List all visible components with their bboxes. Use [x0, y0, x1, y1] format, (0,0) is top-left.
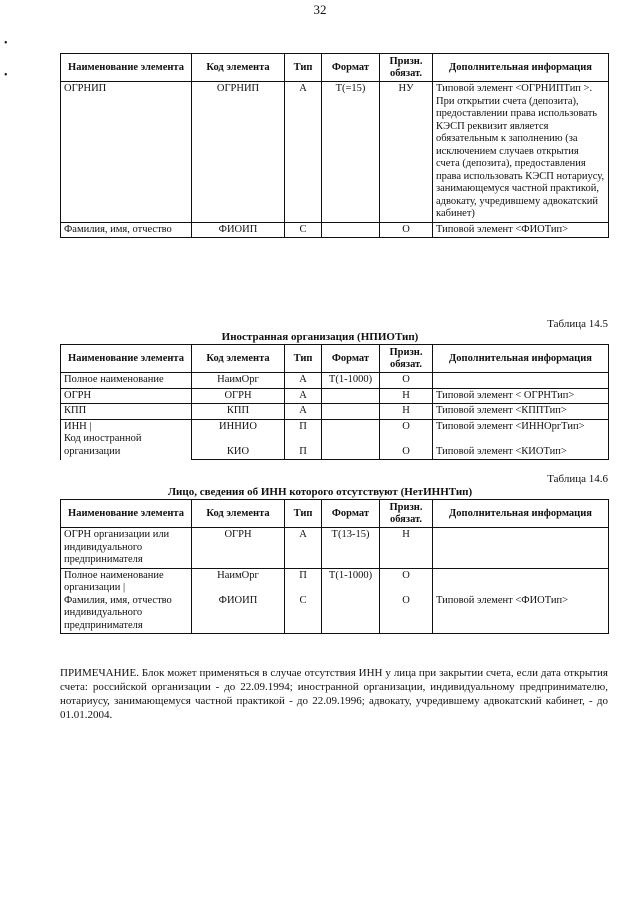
table-14-5 [60, 344, 609, 460]
cell-info-inn: Типовой элемент <ИННОргТип> [436, 420, 585, 432]
header-name: Наименование элемента [61, 500, 192, 528]
table-row [61, 388, 609, 404]
cell-format [322, 404, 380, 420]
cell-name: ОГРН [61, 388, 192, 404]
cell-type-fio: С [299, 594, 307, 606]
cell-format [322, 419, 380, 460]
table-14-6-label: Таблица 14.6 [547, 473, 608, 485]
table-14-6-title: Лицо, сведения об ИНН которого отсутствуют (НетИННТип) [167, 486, 473, 498]
cell-name-org: Полное наименование организации | [64, 569, 164, 593]
header-code: Код элемента [192, 500, 285, 528]
table-row [61, 528, 609, 569]
cell-code: ОГРНИП [192, 82, 285, 223]
cell-name-fio: Фамилия, имя, отчество индивидуального предпринимателя [64, 594, 172, 631]
cell-name: ОГРН организации или индивидуального предпринимателя [61, 528, 192, 569]
cell-type-org: П [299, 569, 307, 581]
cell-type: С [285, 222, 322, 238]
header-code: Код элемента [192, 345, 285, 373]
cell-name: Полное наименование [61, 373, 192, 389]
header-info: Дополнительная информация [433, 54, 609, 82]
cell-info-kio: Типовой элемент <КИОТип> [436, 445, 567, 457]
cell-info-org [436, 570, 605, 595]
cell-required: О [380, 222, 433, 238]
table-row [61, 404, 609, 420]
cell-info: Типовой элемент <КППТип> [433, 404, 609, 420]
cell-type: А [285, 373, 322, 389]
header-format: Формат [322, 500, 380, 528]
header-type: Тип [285, 54, 322, 82]
cell-name-inn: ИНН | [64, 420, 92, 432]
header-name: Наименование элемента [61, 345, 192, 373]
header-name: Наименование элемента [61, 54, 192, 82]
cell-code: КПП [192, 404, 285, 420]
table-header-row [61, 345, 609, 373]
cell-name: Фамилия, имя, отчество [61, 222, 192, 238]
cell-type-inn: П [299, 420, 307, 432]
cell-code: ФИОИП [192, 222, 285, 238]
table-row [61, 82, 609, 223]
page-number: 32 [313, 2, 327, 17]
header-type: Тип [285, 500, 322, 528]
cell-type: А [285, 528, 322, 569]
cell-format: Т(13-15) [322, 528, 380, 569]
cell-info [433, 528, 609, 569]
table-row [61, 568, 609, 634]
cell-code [192, 568, 285, 634]
table-14-5-title: Иностранная организация (НПИОТип) [221, 331, 419, 343]
header-info: Дополнительная информация [433, 500, 609, 528]
note-paragraph: ПРИМЕЧАНИЕ. Блок может применяться в случае отсутствия ИНН у лица при закрытии счета, если дата открытия счета: российской организации - до 22.09.1994; иностранной организации, индивидуальному предпринимателю, нотариусу, занимающемуся частной практикой - до 22.09.1996; адвокату, учредившему адвокатский кабинет, - до 01.01.2004. [60, 667, 608, 721]
cell-required: НУ [380, 82, 433, 223]
cell-format [322, 222, 380, 238]
cell-format [322, 388, 380, 404]
cell-info [433, 568, 609, 634]
table-header-row [61, 54, 609, 82]
cell-name: ОГРНИП [61, 82, 192, 223]
cell-required-org: О [402, 569, 410, 581]
cell-required [380, 568, 433, 634]
cell-type: А [285, 388, 322, 404]
header-required: Призн. обязат. [380, 345, 433, 373]
cell-name [61, 419, 192, 460]
cell-code-kio: КИО [226, 445, 250, 457]
cell-format-inn [325, 421, 376, 446]
cell-code: НаимОрг [192, 373, 285, 389]
cell-info: Типовой элемент <ОГРНИПТип >. При открытии счета (депозита), предоставлении права использовать КЭСП реквизит является обязательным к заполнению (за исключением случаев открытия счета (депозита), предоставления права использовать КЭСП нотариусу, занимающемуся частной практикой, адвокату, учредившему адвокатский кабинет) [433, 82, 609, 223]
cell-code-fio: ФИОИП [218, 594, 258, 606]
cell-code: ОГРН [192, 528, 285, 569]
cell-type: А [285, 82, 322, 223]
cell-code: ОГРН [192, 388, 285, 404]
table-header-row [61, 500, 609, 528]
cell-format: Т(=15) [322, 82, 380, 223]
cell-format: Т(1-1000) [322, 373, 380, 389]
table-row [61, 373, 609, 389]
table-14-6 [60, 499, 609, 634]
cell-name: КПП [61, 404, 192, 420]
header-code: Код элемента [192, 54, 285, 82]
table-row [61, 222, 609, 238]
header-required: Призн. обязат. [380, 500, 433, 528]
cell-required-inn: О [402, 420, 410, 432]
cell-info [433, 419, 609, 460]
cell-type [285, 568, 322, 634]
cell-required-fio: О [402, 594, 410, 606]
cell-type [285, 419, 322, 460]
cell-info: Типовой элемент < ОГРНТип> [433, 388, 609, 404]
cell-required [380, 419, 433, 460]
header-info: Дополнительная информация [433, 345, 609, 373]
cell-type-kio: П [299, 445, 307, 457]
cell-required: Н [380, 388, 433, 404]
cell-info: Типовой элемент <ФИОТип> [433, 222, 609, 238]
cell-required: Н [380, 404, 433, 420]
cell-info-fio: Типовой элемент <ФИОТип> [436, 594, 569, 606]
table-14-5-label: Таблица 14.5 [547, 318, 608, 330]
cell-required: О [380, 373, 433, 389]
cell-format [322, 568, 380, 634]
cell-name [61, 568, 192, 634]
cell-format-org: Т(1-1000) [328, 569, 373, 581]
cell-code-org: НаимОрг [217, 569, 259, 581]
header-format: Формат [322, 345, 380, 373]
cell-type: А [285, 404, 322, 420]
header-required: Призн. обязат. [380, 54, 433, 82]
cell-info [433, 373, 609, 389]
cell-required-kio: О [402, 445, 410, 457]
header-type: Тип [285, 345, 322, 373]
cell-code [192, 419, 285, 460]
table-row [61, 419, 609, 460]
cell-name-kio: Код иностранной организации [64, 433, 142, 457]
cell-code-inn: ИННИО [219, 420, 257, 432]
scan-mark: • [4, 70, 8, 81]
header-format: Формат [322, 54, 380, 82]
table-ogrnip-continuation [60, 53, 609, 238]
cell-required: Н [380, 528, 433, 569]
scan-mark: • [4, 38, 8, 49]
